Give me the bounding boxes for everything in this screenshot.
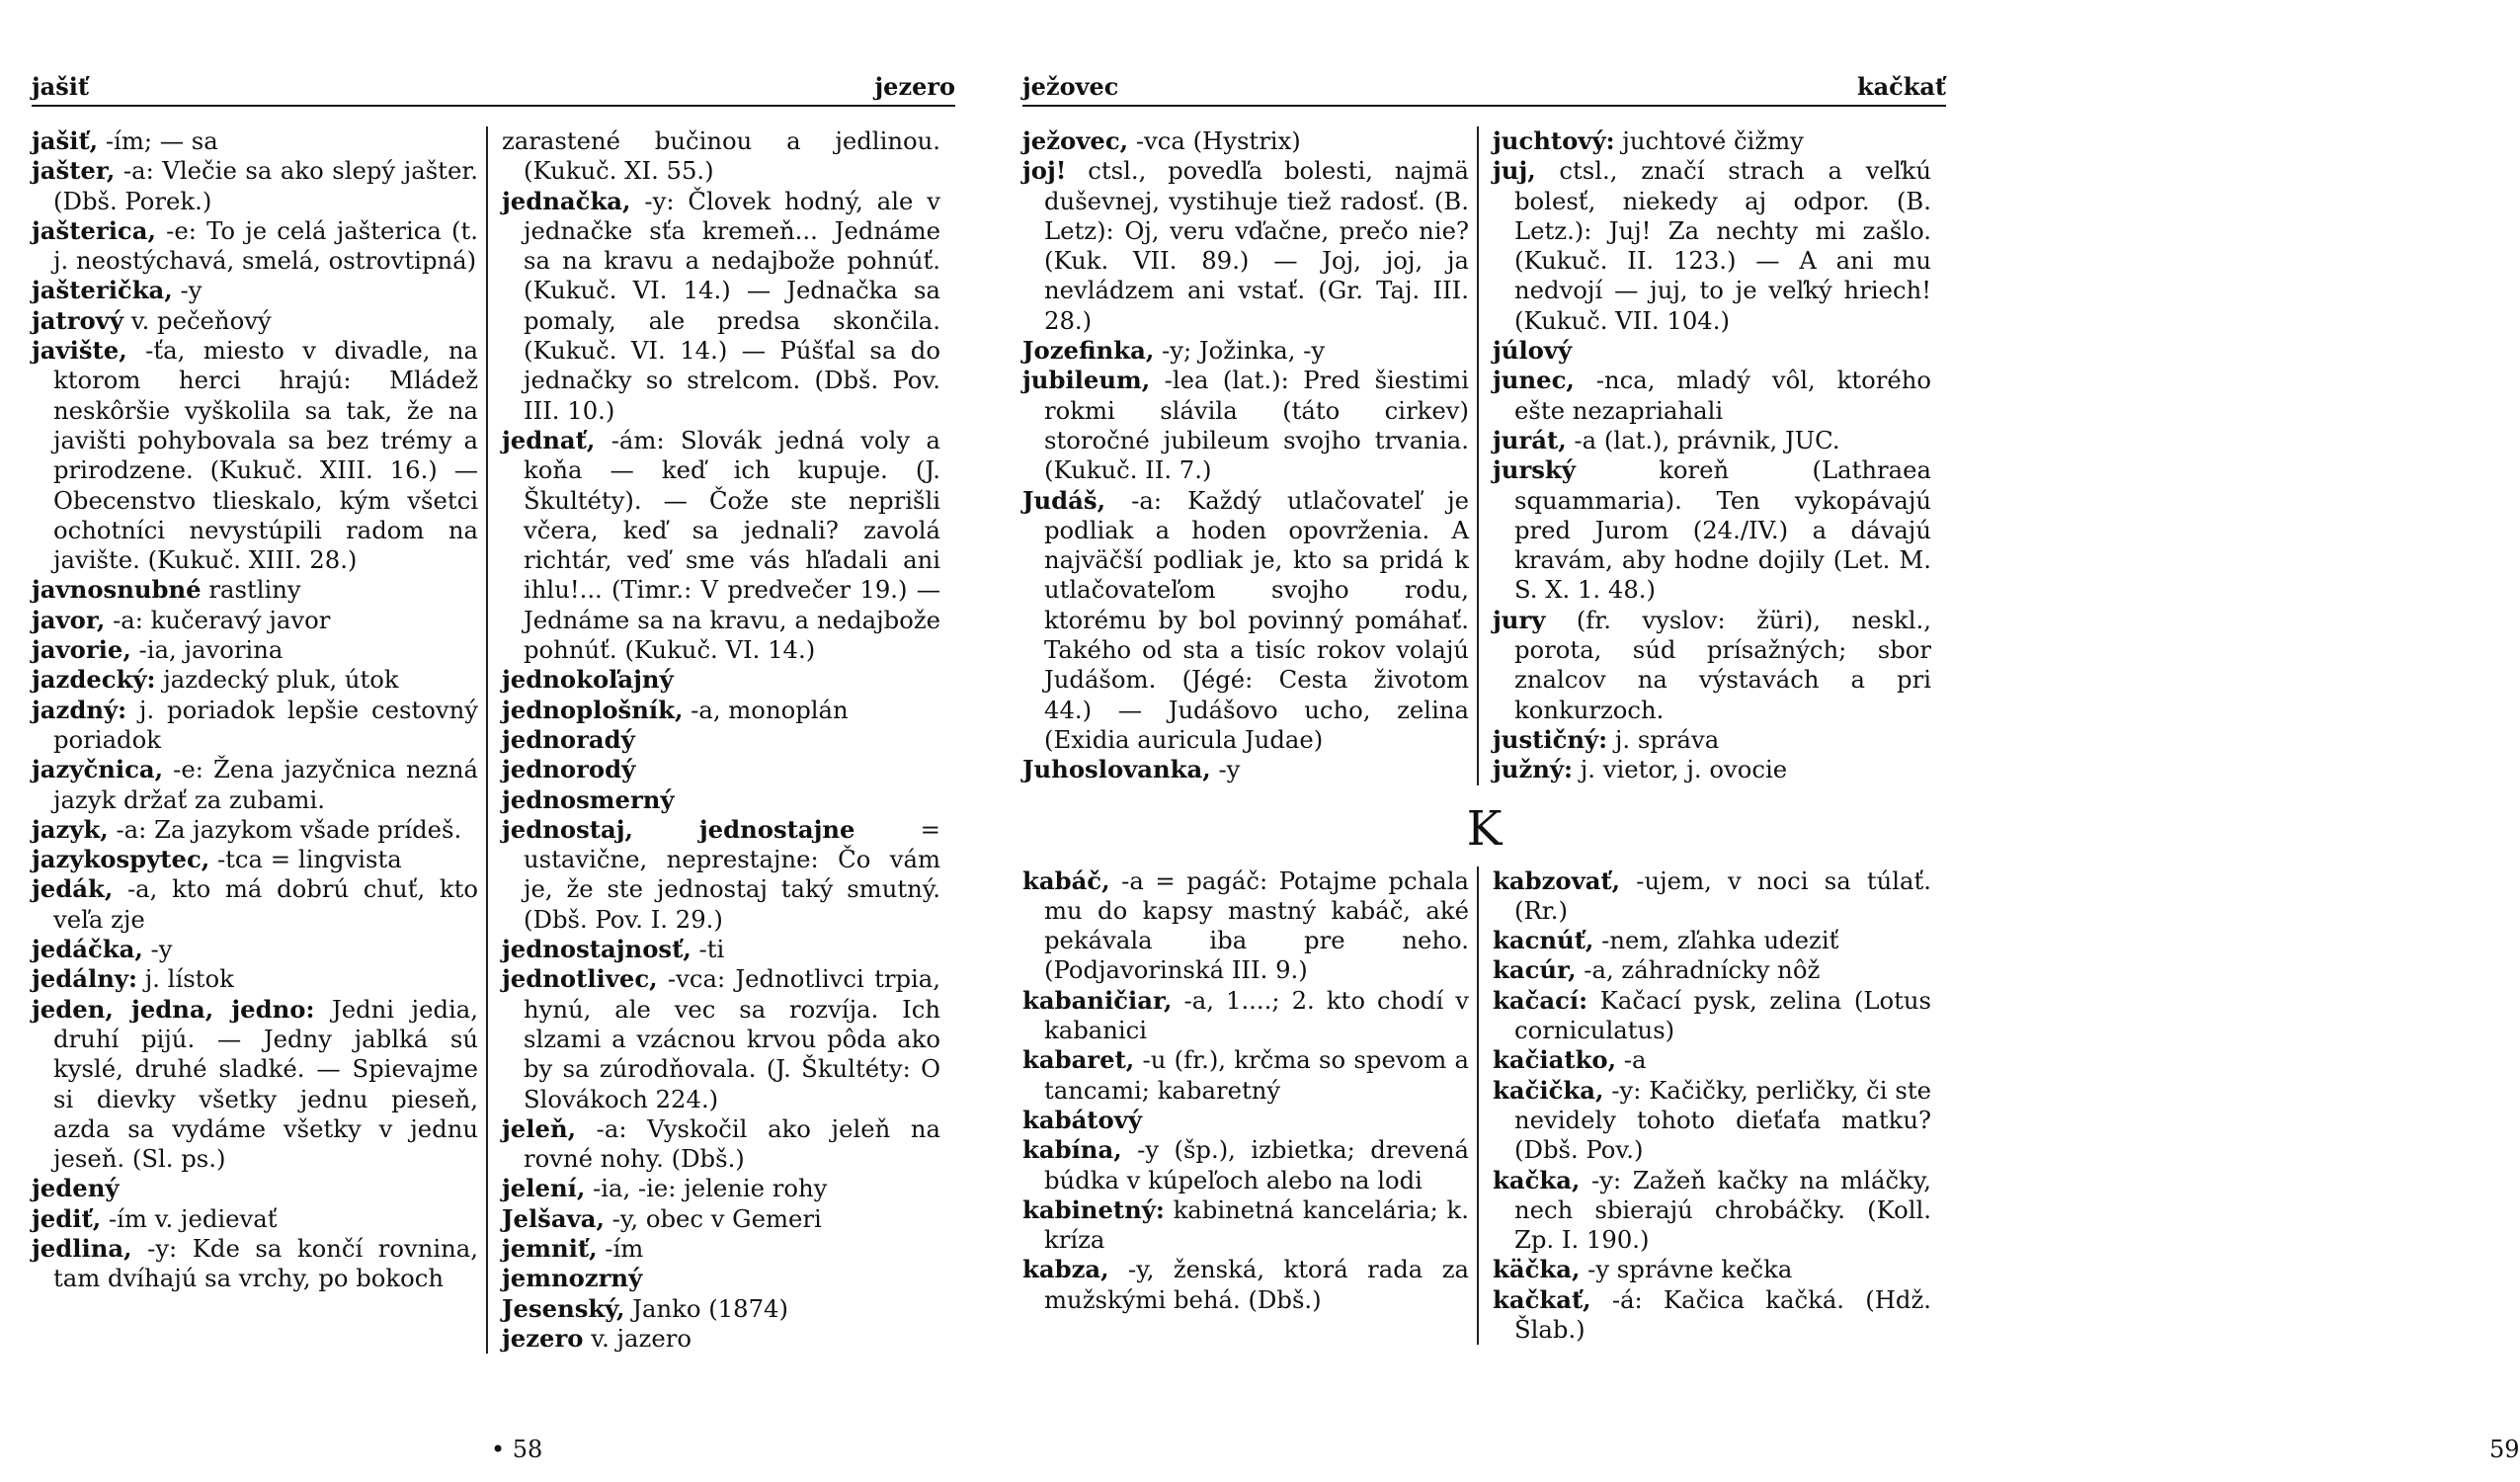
- entry-text: -y: Kde sa končí rovnina, tam dvíhajú sa vrchy, po bokoch: [53, 1233, 478, 1293]
- entry-text: j. lístok: [136, 964, 234, 994]
- dictionary-entry: [502, 426, 940, 665]
- entry-headword: jašterica,: [32, 215, 156, 245]
- dictionary-entry: [1022, 156, 1469, 336]
- guide-word-last: jezero: [874, 72, 955, 101]
- entry-text: -á: Kačica kačká. (Hdž. Šlab.): [1514, 1284, 1931, 1344]
- entry-text: -nca, mladý vôl, ktorého ešte nezapriahali: [1514, 366, 1931, 425]
- entry-headword: kabaret,: [1022, 1045, 1135, 1075]
- dictionary-entry: [32, 575, 478, 605]
- entry-headword: jubileum,: [1022, 366, 1151, 395]
- entry-headword: jediť,: [32, 1203, 102, 1233]
- running-head-left: [32, 63, 955, 107]
- entry-headword: jedený: [32, 1174, 120, 1203]
- dictionary-entry: [502, 935, 940, 964]
- dictionary-entry: [1022, 986, 1469, 1046]
- dictionary-entry: [32, 1174, 478, 1203]
- dictionary-entry: [32, 216, 478, 277]
- dictionary-entry: [1022, 866, 1469, 986]
- entry-headword: júlový: [1493, 336, 1573, 366]
- entry-text: -e: Žena jazyčnica nezná jazyk držať za zubami.: [53, 755, 478, 814]
- entry-text: -a, 1....; 2. kto chodí v kabanici: [1044, 985, 1469, 1045]
- column-2: [486, 126, 940, 1354]
- dictionary-entry: [32, 126, 478, 156]
- column-2: [1477, 126, 1931, 785]
- dictionary-entry: [502, 815, 940, 935]
- entry-text: j. poriadok lepšie cestovný poriadok: [53, 695, 478, 754]
- entry-headword: jednokoľajný: [502, 665, 674, 695]
- dictionary-entry: [32, 606, 478, 635]
- entry-headword: jazdecký:: [32, 665, 156, 695]
- dictionary-entry: [1493, 126, 1931, 156]
- entry-headword: jašiť,: [32, 126, 99, 155]
- dictionary-entry: [1493, 1076, 1931, 1166]
- entry-text: -nem, zľahka udeziť: [1593, 926, 1839, 955]
- dictionary-entry: [1022, 1135, 1469, 1195]
- column-1: [1022, 126, 1477, 785]
- dictionary-entry: [32, 845, 478, 874]
- dictionary-entry: [502, 785, 940, 815]
- entry-text: rastliny: [201, 575, 301, 605]
- entry-headword: kabaničiar,: [1022, 985, 1173, 1015]
- entry-headword: Jozefinka,: [1022, 336, 1155, 366]
- entry-text: -a, monoplán: [683, 695, 849, 724]
- entry-text: -u (fr.), krčma so spevom a tancami; kabaretný: [1044, 1045, 1469, 1105]
- entry-text: (fr. vyslov: žüri), neskl., porota, súd prísažných; sbor znalcov na výstavách a pri konkurzoch.: [1514, 605, 1931, 724]
- entry-text: -ia, javorina: [130, 635, 284, 665]
- entry-text: v. pečeňový: [123, 305, 272, 335]
- entry-text: j. správa: [1607, 724, 1720, 754]
- dictionary-entry: [32, 815, 478, 845]
- entry-text: -a = pagáč: Potajme pchala mu do kapsy mastný kabáč, aké pekávala iba pre neho. (Podjavorinská III. 9.): [1044, 865, 1469, 985]
- entry-headword: kabzovať,: [1493, 865, 1621, 895]
- entry-text: -y: [1210, 755, 1241, 784]
- entry-headword: jazykospytec,: [32, 845, 210, 874]
- entry-headword: jednačka,: [502, 186, 631, 215]
- entry-text: jazdecký pluk, útok: [155, 665, 399, 695]
- entry-text: -ia, -ie: jelenie rohy: [585, 1174, 828, 1203]
- entry-headword: juj,: [1493, 156, 1536, 186]
- entry-headword: Judáš,: [1022, 485, 1106, 515]
- entry-headword: Jelšava,: [502, 1203, 605, 1233]
- dictionary-entry: [502, 725, 940, 755]
- dictionary-entry: [32, 276, 478, 305]
- entry-text: v. jazero: [583, 1323, 691, 1353]
- entry-headword: kabína,: [1022, 1135, 1122, 1165]
- dictionary-entry: [1493, 755, 1931, 784]
- entry-headword: junec,: [1493, 366, 1575, 395]
- dictionary-entry: [32, 874, 478, 935]
- entry-headword: ježovec,: [1022, 126, 1129, 155]
- entry-text: -y správne kečka: [1580, 1255, 1793, 1284]
- entry-text: -ím; — sa: [98, 126, 218, 155]
- columns: [32, 126, 955, 1354]
- dictionary-entry: [1022, 486, 1469, 756]
- dictionary-entry: [1493, 455, 1931, 605]
- entry-headword: jednostaj, jednostajne: [502, 814, 855, 844]
- dictionary-entry: [1493, 426, 1931, 455]
- entry-headword: jurský: [1493, 455, 1576, 485]
- entry-text: Kačací pysk, zelina (Lotus corniculatus): [1514, 985, 1931, 1045]
- entry-headword: jazyčnica,: [32, 755, 164, 784]
- entry-headword: kacúr,: [1493, 955, 1577, 985]
- entry-text: -vca: Jednotlivci trpia, hynú, ale vec sa rozvíja. Ich slzami a vzácnou krvou pôda ako by sa zúrodňovala. (J. Škultéty: O Slovákoch 224.): [524, 964, 940, 1113]
- entry-headword: jednoradý: [502, 724, 635, 754]
- entry-headword: käčka,: [1493, 1255, 1581, 1284]
- entry-text: -a, záhradnícky nôž: [1576, 955, 1821, 985]
- entry-text: -vca (Hystrix): [1128, 126, 1301, 155]
- page-number: 59: [2489, 1436, 2520, 1463]
- entry-headword: jelení,: [502, 1174, 586, 1203]
- dictionary-entry: [1493, 1255, 1931, 1284]
- entry-text: -y: Kačičky, perličky, či ste nevidely tohoto dieťaťa matku? (Dbš. Pov.): [1514, 1075, 1931, 1165]
- entry-headword: južný:: [1493, 755, 1574, 784]
- dictionary-entry: [32, 964, 478, 994]
- guide-word-last: kačkať: [1856, 72, 1946, 101]
- dictionary-entry: [1493, 955, 1931, 985]
- entry-text: koreň (Lathraea squammaria). Ten vykopávajú pred Jurom (24./IV.) a dávajú kravám, aby hodne dojily (Let. M. S. X. 1. 48.): [1514, 455, 1931, 605]
- entry-text: -a: Za jazykom všade prídeš.: [108, 814, 462, 844]
- entry-headword: jury: [1493, 605, 1546, 634]
- entry-headword: kačka,: [1493, 1165, 1581, 1194]
- left-page: [32, 0, 955, 1482]
- dictionary-entry: [1493, 1285, 1931, 1346]
- entry-headword: jedlina,: [32, 1233, 132, 1263]
- dictionary-entry: [32, 336, 478, 575]
- dictionary-entry: [502, 665, 940, 695]
- dictionary-entry: [502, 1114, 940, 1175]
- entry-text: -y: Zažeň kačky na mláčky, nech sbierajú chrobáčky. (Koll. Zp. I. 190.): [1514, 1165, 1931, 1255]
- entry-headword: kacnúť,: [1493, 926, 1594, 955]
- dictionary-entry: [502, 126, 940, 187]
- dictionary-entry: [1493, 986, 1931, 1046]
- entry-text: kabinetná kancelária; k. kríza: [1044, 1194, 1469, 1255]
- dictionary-entry: [502, 1234, 940, 1264]
- dictionary-entry: [502, 1264, 940, 1293]
- guide-word-first: jašiť: [32, 72, 89, 101]
- entry-headword: jedák,: [32, 874, 114, 904]
- entry-headword: Juhoslovanka,: [1022, 755, 1211, 784]
- entry-headword: jednotlivec,: [502, 964, 658, 994]
- column-3: [1022, 866, 1477, 1346]
- entry-text: Janko (1874): [624, 1293, 788, 1323]
- entry-headword: jednať,: [502, 425, 596, 454]
- entry-headword: kabza,: [1022, 1255, 1109, 1284]
- dictionary-entry: [502, 964, 940, 1113]
- column-1: [32, 126, 486, 1354]
- dictionary-entry: [32, 1234, 478, 1294]
- dictionary-entry: [1022, 126, 1469, 156]
- dictionary-entry: [32, 156, 478, 216]
- dictionary-entry: [1493, 1166, 1931, 1256]
- dictionary-entry: [502, 755, 940, 784]
- entry-headword: jazdný:: [32, 695, 127, 724]
- dictionary-entry: [1022, 755, 1469, 784]
- entry-headword: kačací:: [1493, 985, 1588, 1015]
- entry-headword: justičný:: [1493, 724, 1608, 754]
- right-page: [1022, 0, 2520, 1482]
- entry-text: -a: [1616, 1045, 1647, 1075]
- dictionary-entry: [32, 665, 478, 695]
- entry-text: -a (lat.), právnik, JUC.: [1566, 425, 1840, 454]
- entry-text: -lea (lat.): Pred šiestimi rokmi slávila (táto cirkev) storočné jubileum svojho trvania. (Kukuč. II. 7.): [1044, 366, 1469, 485]
- dictionary-entry: [1022, 1195, 1469, 1256]
- entry-headword: jemnozrný: [502, 1264, 643, 1293]
- entry-headword: jednoplošník,: [502, 695, 684, 724]
- entry-text: -e: To je celá jašterica (t. j. neostýchavá, smelá, ostrovtipná): [53, 215, 478, 276]
- entry-text: = ustavične, neprestajne: Čo vám je, že ste jednostaj taký smutný. (Dbš. Pov. I. 29.): [524, 814, 940, 934]
- entry-headword: kačiatko,: [1493, 1045, 1617, 1075]
- entry-headword: kabáč,: [1022, 865, 1110, 895]
- dictionary-entry: [32, 306, 478, 336]
- dictionary-entry: [32, 755, 478, 815]
- entry-headword: jašterička,: [32, 276, 173, 305]
- dictionary-entry: [1022, 1045, 1469, 1106]
- columns: [1022, 126, 1946, 1345]
- dictionary-entry: [502, 1204, 940, 1234]
- entry-text: -a: Vyskočil ako jeleň na rovné nohy. (Dbš.): [524, 1113, 940, 1174]
- dictionary-entry: [502, 1174, 940, 1203]
- entry-text: ctsl., povedľa bolesti, najmä duševnej, vystihuje tiež radosť. (B. Letz): Oj, veru vďačne, prečo nie? (Kuk. VII. 89.) — Joj, joj, ja nevládzem ani vstať. (Gr. Taj. III. 28.): [1044, 156, 1469, 335]
- entry-text: Jedni jedia, druhí pijú. — Jedny jablká sú kyslé, druhé sladké. — Spievajme si dievky všetky jednu pieseň, azda sa vydáme všetky v jednu jeseň. (Sl. ps.): [53, 994, 478, 1174]
- entry-headword: joj!: [1022, 156, 1067, 186]
- entry-text: -y, obec v Gemeri: [604, 1203, 822, 1233]
- entry-text: -y, ženská, ktorá rada za mužskými behá. (Dbš.): [1044, 1255, 1469, 1314]
- dictionary-entry: [1493, 866, 1931, 927]
- entry-text: -y: [142, 935, 173, 964]
- entry-text: -ujem, v noci sa túlať. (Rr.): [1514, 865, 1931, 925]
- dictionary-entry: [1493, 336, 1931, 366]
- entry-text: -ím v. jedievať: [101, 1203, 278, 1233]
- entry-headword: javište,: [32, 336, 127, 366]
- entry-text: -ťa, miesto v divadle, na ktorom herci hrajú: Mládež neskôršie vyškolila sa tak, že na javišti pohybovala sa bez trémy a prirodzene. (Kukuč. XIII. 16.) — Obecenstvo tlieskalo, kým všetci ochotníci nevystúpili radom na javište. (Kukuč. XIII. 28.): [53, 336, 478, 575]
- entry-text: -y; Jožinka, -y: [1154, 336, 1326, 366]
- dictionary-entry: [1022, 1255, 1469, 1315]
- entry-headword: jazyk,: [32, 814, 109, 844]
- entry-text: -tca = lingvista: [209, 845, 402, 874]
- dictionary-entry: [1022, 1106, 1469, 1135]
- entry-headword: javorie,: [32, 635, 131, 665]
- section-letter: K: [1466, 800, 1503, 857]
- entry-text: juchtové čižmy: [1614, 126, 1804, 155]
- entry-headword: kabinetný:: [1022, 1194, 1165, 1224]
- entry-headword: jedáčka,: [32, 935, 143, 964]
- dictionary-entry: [1493, 725, 1931, 755]
- entry-text: -ám: Slovák jedná voly a koňa — keď ich kupuje. (J. Škultéty). — Čože ste neprišli včera, keď sa jednali? zavolá richtár, veď sme vás hľadali ani ihlu!... (Timr.: V predvečer 19.) — Jednáme sa na kravu, a nedajbože pohnúť. (Kukuč. VI. 14.): [524, 425, 940, 665]
- dictionary-entry: [32, 1204, 478, 1234]
- entry-text: zarastené bučinou a jedlinou. (Kukuč. XI. 55.): [502, 126, 940, 186]
- dictionary-entry: [32, 995, 478, 1175]
- entry-text: -y: [172, 276, 203, 305]
- entry-headword: jeleň,: [502, 1113, 577, 1143]
- entry-headword: jeden, jedna, jedno:: [32, 994, 315, 1024]
- entry-headword: juchtový:: [1493, 126, 1615, 155]
- entry-text: -y: Človek hodný, ale v jednačke sťa kremeň... Jednáme sa na kravu a nedajbože pohnúť. (Kukuč. VI. 14.) — Jednačka sa pomaly, ale predsa skončila. (Kukuč. VI. 14.) — Púšťal sa do jednačky so strelcom. (Dbš. Pov. III. 10.): [524, 186, 940, 425]
- entry-text: -a: Každý utlačovateľ je podliak a hoden opovrženia. A najväčší podliak je, kto sa pridá k utlačovateľom svojho rodu, ktorému by bol povinný pomáhať. Takého od sta a tisíc rokov volajú Judášom. (Jégé: Cesta životom 44.) — Judášovo ucho, zelina (Exidia auricula Judae): [1044, 485, 1469, 754]
- entry-headword: jezero: [502, 1323, 584, 1353]
- entry-text: -a: kučeravý javor: [105, 605, 331, 634]
- dictionary-entry: [1493, 1045, 1931, 1075]
- dictionary-entry: [1493, 606, 1931, 725]
- dictionary-entry: [502, 187, 940, 426]
- running-head-right: [1022, 63, 1946, 107]
- dictionary-entry: [502, 696, 940, 725]
- dictionary-entry: [502, 1294, 940, 1324]
- column-4: [1477, 866, 1931, 1346]
- entry-headword: jednorodý: [502, 755, 636, 784]
- entry-headword: kačička,: [1493, 1075, 1604, 1105]
- entry-headword: jašter,: [32, 156, 116, 186]
- entry-text: -ti: [691, 935, 725, 964]
- entry-text: -a: Vlečie sa ako slepý jašter. (Dbš. Porek.): [53, 156, 478, 215]
- page-number: • 58: [491, 1436, 543, 1463]
- entry-headword: jemniť,: [502, 1233, 598, 1263]
- entry-headword: jednostajnosť,: [502, 935, 691, 964]
- dictionary-entry: [1493, 926, 1931, 955]
- entry-headword: kabátový: [1022, 1105, 1142, 1134]
- dictionary-entry: [1493, 156, 1931, 336]
- dictionary-entry: [32, 935, 478, 964]
- dictionary-entry: [1493, 366, 1931, 426]
- dictionary-entry: [502, 1324, 940, 1354]
- entry-headword: jedálny:: [32, 964, 137, 994]
- entry-headword: Jesenský,: [502, 1293, 625, 1323]
- entry-headword: javnosnubné: [32, 575, 202, 605]
- dictionary-entry: [1022, 366, 1469, 485]
- entry-text: -ím: [597, 1233, 644, 1263]
- guide-word-first: ježovec: [1022, 72, 1119, 101]
- entry-headword: kačkať,: [1493, 1284, 1591, 1314]
- entry-headword: jurát,: [1493, 425, 1567, 454]
- entry-headword: javor,: [32, 605, 106, 634]
- entry-text: -a, kto má dobrú chuť, kto veľa zje: [53, 874, 478, 934]
- dictionary-entry: [1022, 336, 1469, 366]
- entry-text: -y (šp.), izbietka; drevená búdka v kúpeľoch alebo na lodi: [1044, 1135, 1469, 1194]
- entry-text: j. vietor, j. ovocie: [1573, 755, 1788, 784]
- dictionary-entry: [32, 696, 478, 756]
- entry-headword: jednosmerný: [502, 784, 675, 814]
- entry-headword: jatrový: [32, 305, 123, 335]
- entry-text: ctsl., značí strach a veľkú bolesť, niekedy aj odpor. (B. Letz.): Juj! Za nechty mi zašlo. (Kukuč. II. 123.) — A ani mu nedvojí — juj, to je veľký hriech! (Kukuč. VII. 104.): [1514, 156, 1931, 335]
- dictionary-entry: [32, 635, 478, 665]
